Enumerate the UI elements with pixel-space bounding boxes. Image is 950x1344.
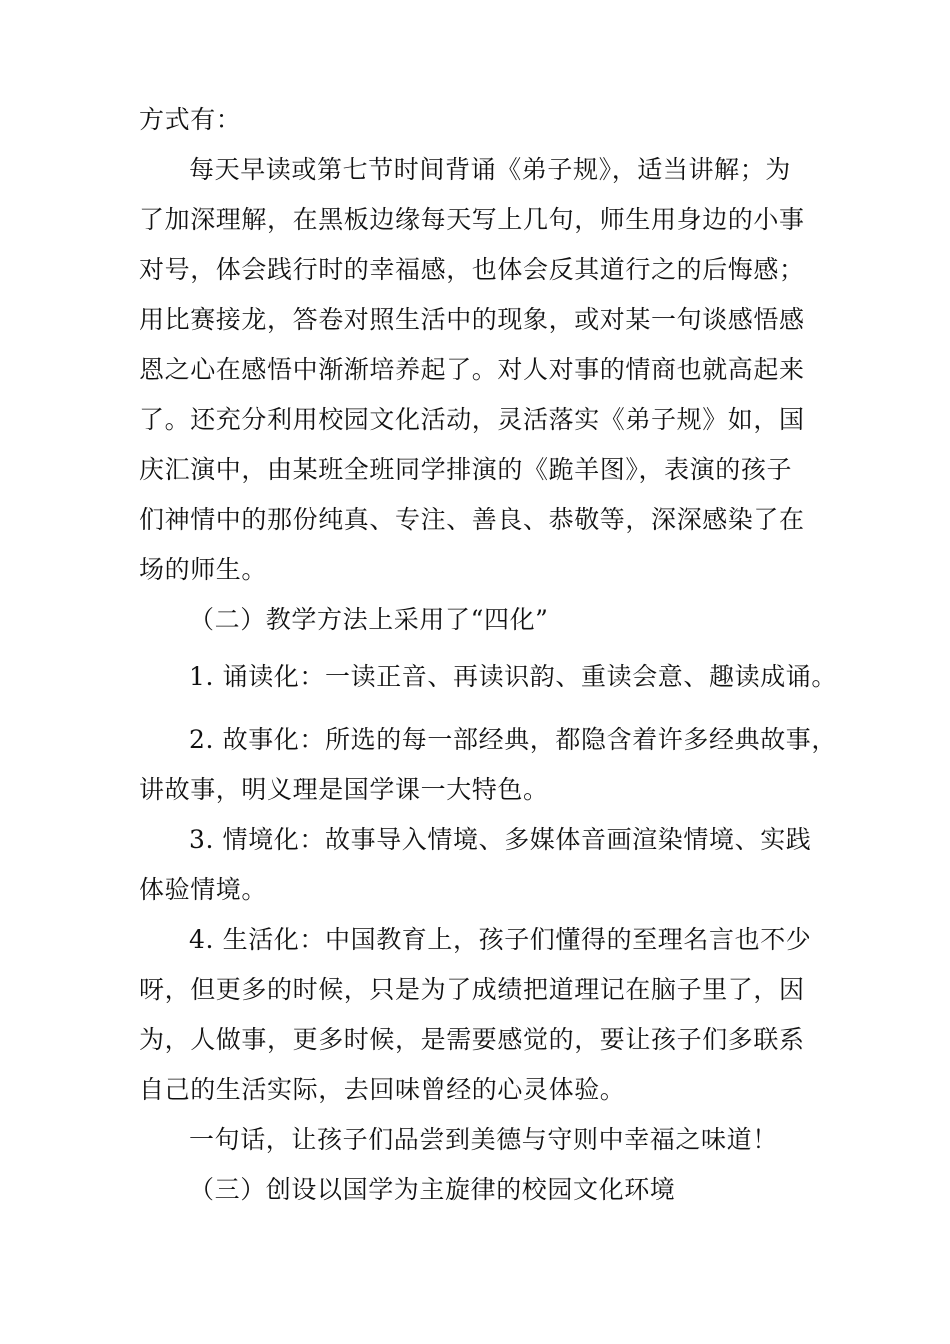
text-line: 场的师生。: [139, 555, 268, 584]
text-line: 4. 生活化：中国教育上，孩子们懂得的至理名言也不少: [189, 925, 812, 954]
text-line: 体验情境。: [139, 875, 268, 904]
text-line: 庆汇演中，由某班全班同学排演的《跪羊图》，表演的孩子: [139, 455, 793, 484]
text-line: 讲故事，明义理是国学课一大特色。: [139, 775, 549, 804]
text-line: 了加深理解，在黑板边缘每天写上几句，师生用身边的小事: [139, 205, 805, 234]
text-line: 2. 故事化：所选的每一部经典，都隐含着许多经典故事，: [189, 725, 838, 754]
text-line: 3. 情境化：故事导入情境、多媒体音画渲染情境、实践: [189, 825, 812, 854]
section-heading: （三）创设以国学为主旋律的校园文化环境: [189, 1175, 676, 1204]
text-line: 每天早读或第七节时间背诵《弟子规》，适当讲解；为: [189, 155, 791, 184]
text-line: 1. 诵读化：一读正音、再读识韵、重读会意、趣读成诵。: [189, 662, 838, 691]
text-line: 呀，但更多的时候，只是为了成绩把道理记在脑子里了，因: [139, 975, 805, 1004]
text-line: 恩之心在感悟中渐渐培养起了。对人对事的情商也就高起来: [139, 355, 805, 384]
section-heading: （二）教学方法上采用了“四化”: [189, 605, 549, 634]
text-line: 了。还充分利用校园文化活动，灵活落实《弟子规》如，国: [139, 405, 805, 434]
text-line: 为，人做事，更多时候，是需要感觉的，要让孩子们多联系: [139, 1025, 805, 1054]
text-line: 们神情中的那份纯真、专注、善良、恭敬等，深深感染了在: [139, 505, 805, 534]
text-line: 自己的生活实际，去回味曾经的心灵体验。: [139, 1075, 626, 1104]
text-line: 用比赛接龙，答卷对照生活中的现象，或对某一句谈感悟感: [139, 305, 805, 334]
text-line: 一句话，让孩子们品尝到美德与守则中幸福之味道！: [189, 1125, 778, 1154]
text-line: 对号，体会践行时的幸福感，也体会反其道行之的后悔感；: [139, 255, 805, 284]
text-line: 方式有：: [139, 105, 242, 134]
